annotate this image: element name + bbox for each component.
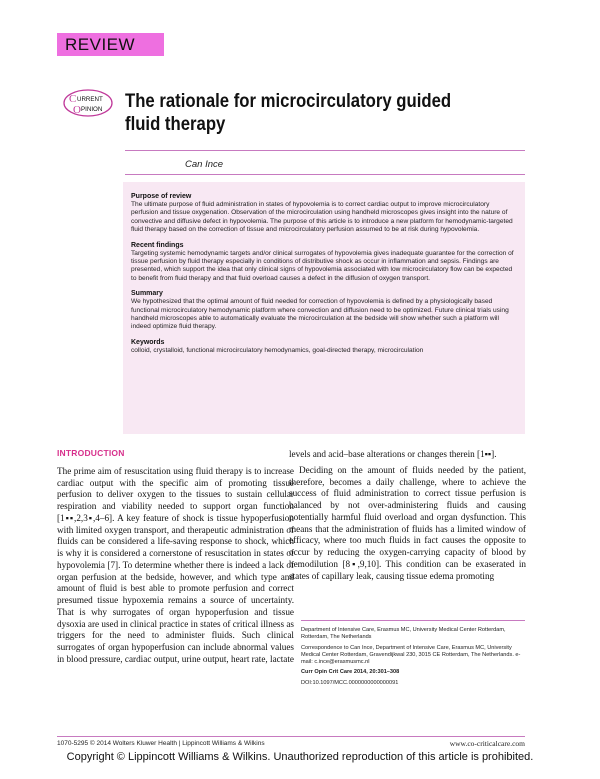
- right-column: [289, 449, 526, 582]
- summary-text: We hypothesized that the optimal amount of fluid needed for correction of hypovolemia is defined by a physiologically based functional microcirculatory hemodynamic platform where convection and diffusion need to be optimized. Future clinical trials using handheld microscopes able to automatically evaluate the microcirculation at the bedside will show whether such a platform will indeed optimize fluid therapy.: [131, 298, 509, 331]
- findings-heading: Recent findings: [131, 241, 184, 249]
- purpose-text: The ultimate purpose of fluid administration in states of hypovolemia is to correct cardiac output to improve microcirculatory perfusion and tissue oxygenation. Observation of the microcirculation using handheld microscopes gives insight into the nature of convective and diffusive defect in hypovolemia. The purpose of this article is to introduce a new platform for hemodynamic-targeted fluid therapy based on the correction of tissue and microcirculatory perfusion assumed to be at risk during hypovolemia.: [131, 201, 513, 234]
- title-divider: [125, 150, 525, 151]
- article-title: The rationale for microcirculatory guided fluid therapy: [125, 91, 452, 135]
- footer-divider: [57, 736, 525, 737]
- department: Department of Intensive Care, Erasmus MC, University Medical Center Rotterdam, Rotterdam, The Netherlands: [301, 627, 506, 641]
- affiliation-divider: [301, 620, 525, 621]
- author-divider: [125, 174, 525, 175]
- doi: DOI:10.1097/MCC.0000000000000091: [301, 679, 399, 686]
- author-name: Can Ince: [185, 159, 224, 170]
- correspondence: Correspondence to Can Ince, Department of Intensive Care, Erasmus MC, University Medical Center Rotterdam, Gravendijkwal 230, 3015 CE Rotterdam, The Netherlands. e-mail: c.ince@erasmusmc.nl: [301, 644, 521, 666]
- logo-initial-o: O: [73, 104, 81, 116]
- current-opinion-logo: [62, 88, 114, 118]
- keywords-text: colloid, crystalloid, functional microcirculatory hemodynamics, goal-directed therapy, microcirculation: [131, 346, 424, 354]
- intro-heading: INTRODUCTION: [57, 448, 125, 458]
- affiliations: [301, 627, 525, 690]
- logo-line1: URRENT: [77, 96, 103, 103]
- left-column: [57, 448, 294, 666]
- purpose-heading: Purpose of review: [131, 193, 192, 200]
- logo-initial-c: C: [69, 93, 77, 105]
- findings-text: Targeting systemic hemodynamic targets and/or clinical surrogates of hypovolemia gives inadequate guarantee for the correction of tissue perfusion by fluid therapy especially in conditions of distributive shock as occur in inflammation and sepsis. Findings are presented, which support the idea that only clinical signs of hypovolemia associated with low microcirculatory flow can be expected to benefit from fluid therapy and that fluid overload causes a defect in the diffusion of oxygen transport.: [131, 249, 514, 282]
- right-paragraph-1: levels and acid–base alterations or changes therein [1▪▪].: [289, 449, 497, 459]
- intro-paragraph: The prime aim of resuscitation using fluid therapy is to increase cardiac output with the specific aim of promoting tissue perfusion to deliver oxygen to the tissues to sustain cellular respiration and viability needed to support organ function [1▪▪,2,3▪,4–6]. A key feature of shock is tissue hypoperfusion with limited oxygen transport, and therapeutic administration of fluids can be considered a life-saving response to shock, which is why it is considered a cornerstone of resuscitation in states of hypovolemia [7]. To determine whether there is indeed a lack of organ perfusion at the bedside, however, and which type and amount of fluid is best able to promote perfusion and correct presumed tissue hypoxemia remains a source of uncertainty. That is why surrogates of organ hypoperfusion and tissue dysoxia are used in clinical practice in states of critical illness as triggers for the need to administer fluids. Such clinical surrogates of organ hypoperfusion can include abnormal values in blood pressure, cardiac output, urine output, heart rate, lactate: [57, 465, 295, 664]
- logo-line2: PINION: [81, 106, 103, 113]
- footer-issn: 1070-5295 © 2014 Wolters Kluwer Health | Lippincott Williams & Wilkins: [57, 740, 265, 747]
- summary-heading: Summary: [131, 290, 163, 298]
- section-tag: REVIEW: [57, 33, 164, 56]
- keywords-heading: Keywords: [131, 338, 165, 346]
- journal-citation: Curr Opin Crit Care 2014, 20:301–308: [301, 669, 400, 676]
- right-paragraph-2: Deciding on the amount of fluids needed by the patient, therefore, becomes a daily challenge, where to achieve the success of fluid administration to correct tissue perfusion is balanced by not over-administering fluids and causing potentially harmful fluid overload and organ dysfunction. This means that the administration of fluids has a limited window of efficacy, where too much fluids in fact causes the opposite to occur by reducing the oxygen-carrying capacity of blood by hemodilution [8▪,9,10]. This condition can be exaserated in states of capillary leak, causing tissue edema promoting: [289, 464, 526, 581]
- copyright-notice: Copyright © Lippincott Williams & Wilkins. Unauthorized reproduction of this article is prohibited.: [66, 751, 534, 763]
- abstract-box: [123, 182, 525, 434]
- footer-website[interactable]: www.co-criticalcare.com: [449, 739, 525, 748]
